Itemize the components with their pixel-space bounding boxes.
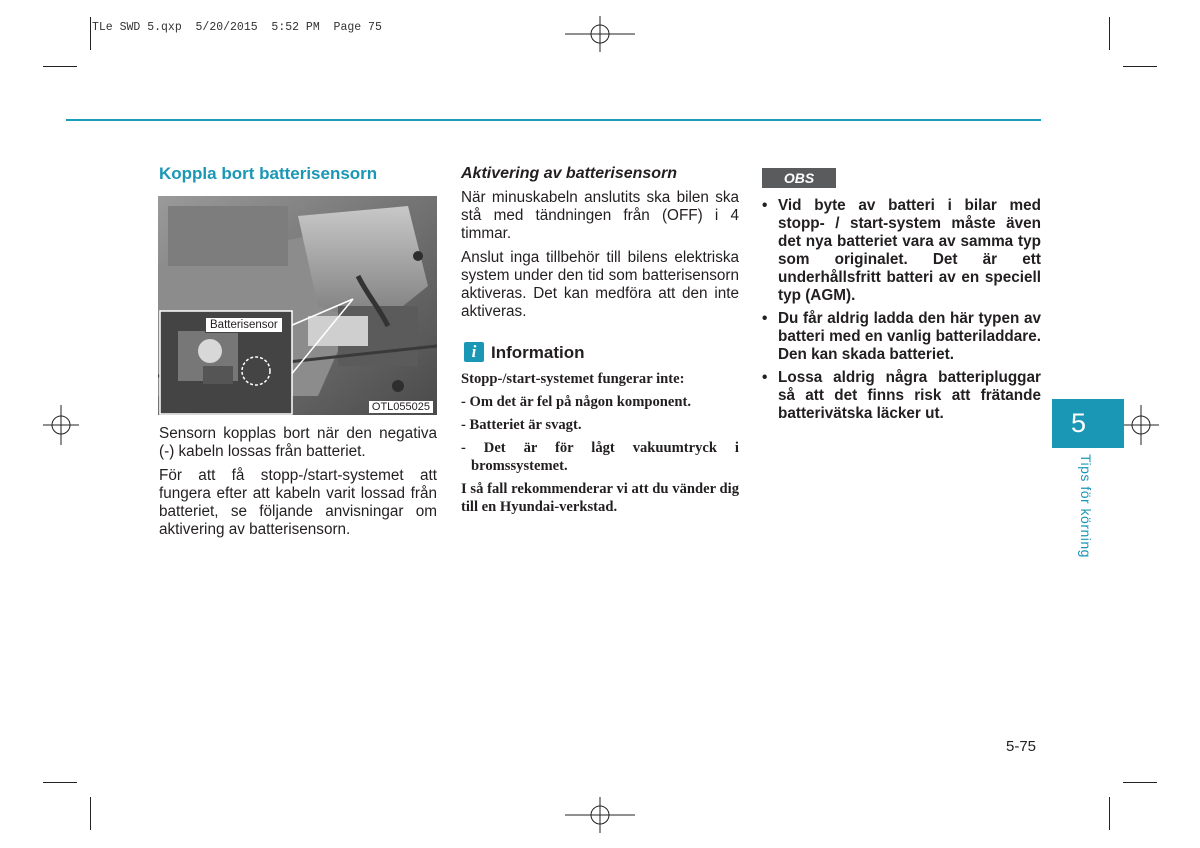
engine-bay-illustration	[158, 196, 437, 415]
bullet-icon: •	[762, 197, 768, 214]
paragraph: Sensorn kopplas bort när den negativa (-) kabeln lossas från batteriet.	[159, 425, 437, 460]
registration-mark-icon	[1123, 405, 1159, 445]
crop-mark	[43, 782, 77, 783]
printer-slug: TLe SWD 5.qxp 5/20/2015 5:52 PM Page 75	[92, 21, 382, 34]
list-item	[762, 197, 1041, 305]
list-item	[762, 369, 1041, 423]
registration-mark-icon	[565, 16, 635, 52]
section-heading: Koppla bort batterisensorn	[159, 164, 378, 183]
paragraph: Anslut inga tillbehör till bilens elektriska system under den tid som batterisensorn aktiveras. Det kan medföra att den inte aktiveras.	[461, 249, 739, 320]
info-item: - Om det är fel på någon komponent.	[461, 394, 692, 410]
info-box-body	[461, 370, 739, 521]
info-conclusion: I så fall rekommenderar vi att du vänder dig till en Hyundai-verkstad.	[461, 481, 739, 515]
crop-mark	[43, 66, 77, 67]
chapter-side-label	[1078, 454, 1098, 574]
crop-mark	[1109, 17, 1110, 50]
registration-mark-icon	[43, 405, 79, 445]
bullet-icon: •	[762, 310, 768, 327]
info-item: - Batteriet är svagt.	[461, 417, 582, 433]
chapter-label-text: Tips för körning	[1078, 454, 1094, 558]
list-item-text: Vid byte av batteri i bilar med stopp- / start-system måste även det nya batteriet vara av samma typ som originalet. Det är ett underhållsfritt batteri av en speciell typ (AGM).	[778, 197, 1041, 304]
crop-mark	[1109, 797, 1110, 830]
crop-mark	[90, 797, 91, 830]
paragraph: För att få stopp-/start-systemet att fungera efter att kabeln varit lossad från batteriet, se följande anvisningar om aktivering av batterisensorn.	[159, 467, 437, 538]
paragraph: När minuskabeln anslutits ska bilen ska stå med tändningen från (OFF) i 4 timmar.	[461, 189, 739, 242]
list-item-text: Lossa aldrig några batteripluggar så att det finns risk att frätande batterivätska läcker ut.	[778, 369, 1041, 422]
obs-badge: OBS	[762, 168, 836, 188]
header-rule	[66, 119, 1041, 121]
list-item	[762, 310, 1041, 364]
obs-bullet-list	[762, 197, 1041, 428]
info-item: - Det är för lågt vakuumtryck i bromssystemet.	[461, 440, 739, 474]
crop-mark	[90, 17, 91, 50]
info-intro: Stopp-/start-systemet fungerar inte:	[461, 371, 685, 387]
subheading: Aktivering av batterisensorn	[461, 165, 678, 182]
middle-body	[461, 189, 739, 327]
registration-mark-icon	[565, 797, 635, 833]
bullet-icon: •	[762, 369, 768, 386]
left-body	[159, 425, 437, 545]
chapter-tab: 5	[1052, 399, 1124, 448]
figure-code: OTL055025	[369, 401, 433, 413]
page-number: 5-75	[1006, 738, 1037, 755]
crop-mark	[1123, 782, 1157, 783]
info-title: Information	[491, 343, 585, 362]
figure-callout-label: Batterisensor	[205, 317, 283, 333]
battery-sensor-photo	[158, 196, 437, 415]
list-item-text: Du får aldrig ladda den här typen av batteri med en vanlig batteriladdare. Den kan skada batteriet.	[778, 310, 1041, 363]
info-icon: i	[464, 342, 484, 362]
crop-mark	[1123, 66, 1157, 67]
